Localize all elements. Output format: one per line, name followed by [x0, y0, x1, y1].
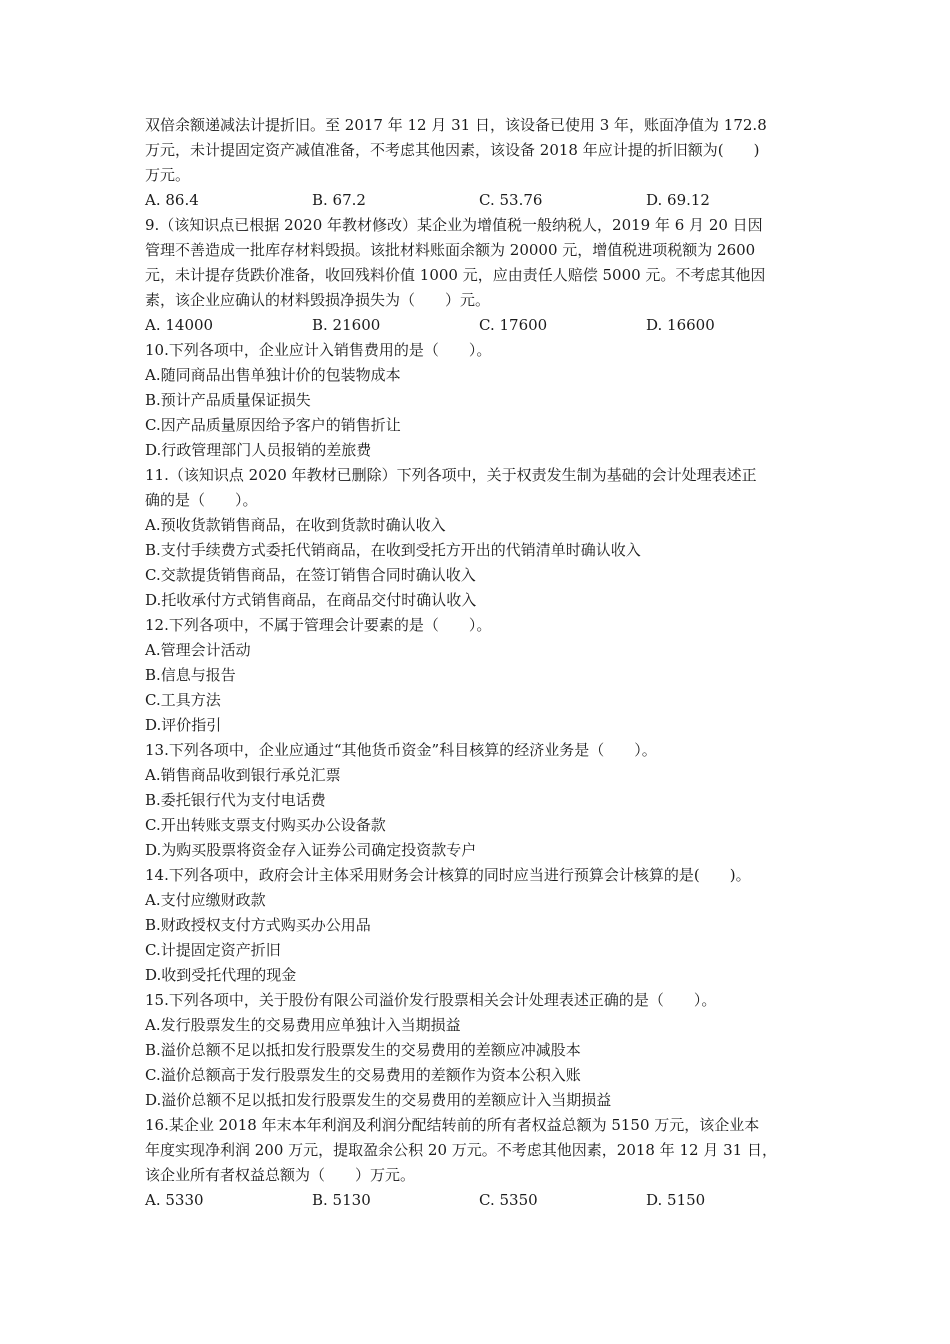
- option-a: A.支付应缴财政款: [145, 891, 266, 909]
- question-stem: 10.下列各项中，企业应计入销售费用的是（ ）。: [145, 341, 492, 359]
- option-b: B.预计产品质量保证损失: [145, 391, 311, 409]
- question-text-line: 万元，未计提固定资产减值准备，不考虑其他因素，该设备 2018 年应计提的折旧额为( ): [145, 141, 760, 159]
- option-b: B. 67.2: [312, 191, 366, 209]
- question-text-line: 16.某企业 2018 年末本年利润及利润分配结转前的所有者权益总额为 5150 万元，该企业本: [145, 1116, 760, 1134]
- option-d: D.为购买股票将资金存入证券公司确定投资款专户: [145, 841, 477, 859]
- option-b: B.信息与报告: [145, 666, 236, 684]
- answer-options-row: [145, 313, 815, 338]
- option-c: C.溢价总额高于发行股票发生的交易费用的差额作为资本公积入账: [145, 1066, 581, 1084]
- answer-options-row: [145, 1188, 815, 1213]
- question-stem: 12.下列各项中，不属于管理会计要素的是（ ）。: [145, 616, 492, 634]
- option-a: A. 14000: [145, 316, 214, 334]
- question-8-tail: [145, 113, 815, 213]
- question-text-line: 元，未计提存货跌价准备，收回残料价值 1000 元，应由责任人赔偿 5000 元。不考虑其他因: [145, 266, 766, 284]
- option-d: D. 16600: [646, 316, 715, 334]
- option-a: A.销售商品收到银行承兑汇票: [145, 766, 341, 784]
- option-d: D.评价指引: [145, 716, 222, 734]
- option-c: C. 17600: [479, 316, 548, 334]
- option-d: D.行政管理部门人员报销的差旅费: [145, 441, 372, 459]
- option-a: A.随同商品出售单独计价的包装物成本: [145, 366, 401, 384]
- option-d: D. 5150: [646, 1191, 706, 1209]
- question-stem: 13.下列各项中，企业应通过“其他货币资金”科目核算的经济业务是（ ）。: [145, 741, 657, 759]
- option-c: C.开出转账支票支付购买办公设备款: [145, 816, 386, 834]
- question-stem: 14.下列各项中，政府会计主体采用财务会计核算的同时应当进行预算会计核算的是( )。: [145, 866, 751, 884]
- option-a: A.发行股票发生的交易费用应单独计入当期损益: [145, 1016, 461, 1034]
- option-c: C. 53.76: [479, 191, 543, 209]
- question-text-line: 该企业所有者权益总额为（ ）万元。: [145, 1166, 416, 1184]
- question-9: [145, 213, 815, 338]
- option-a: A.管理会计活动: [145, 641, 251, 659]
- question-14: [145, 863, 815, 988]
- question-10: [145, 338, 815, 463]
- question-text-line: 年度实现净利润 200 万元，提取盈余公积 20 万元。不考虑其他因素，2018 年 12 月 31 日，: [145, 1141, 777, 1159]
- question-text-line: 双倍余额递减法计提折旧。至 2017 年 12 月 31 日，该设备已使用 3 年，账面净值为 172.8: [145, 116, 767, 134]
- option-c: C.交款提货销售商品，在签订销售合同时确认收入: [145, 566, 476, 584]
- option-d: D.收到受托代理的现金: [145, 966, 297, 984]
- question-12: [145, 613, 815, 738]
- option-c: C.工具方法: [145, 691, 221, 709]
- option-b: B.财政授权支付方式购买办公用品: [145, 916, 371, 934]
- question-text-line: 管理不善造成一批库存材料毁损。该批材料账面余额为 20000 元，增值税进项税额为 2600: [145, 241, 756, 259]
- option-c: C.因产品质量原因给予客户的销售折让: [145, 416, 401, 434]
- option-d: D.溢价总额不足以抵扣发行股票发生的交易费用的差额应计入当期损益: [145, 1091, 612, 1109]
- option-b: B.支付手续费方式委托代销商品，在收到受托方开出的代销清单时确认收入: [145, 541, 641, 559]
- option-b: B.溢价总额不足以抵扣发行股票发生的交易费用的差额应冲减股本: [145, 1041, 581, 1059]
- option-d: D.托收承付方式销售商品，在商品交付时确认收入: [145, 591, 477, 609]
- exam-page: [145, 113, 815, 1213]
- question-15: [145, 988, 815, 1113]
- question-text-line: 确的是（ ）。: [145, 491, 258, 509]
- option-d: D. 69.12: [646, 191, 710, 209]
- question-text-line: 9.（该知识点已根据 2020 年教材修改）某企业为增值税一般纳税人，2019 年 6 月 20 日因: [145, 216, 763, 234]
- option-a: A.预收货款销售商品，在收到货款时确认收入: [145, 516, 446, 534]
- question-text-line: 素，该企业应确认的材料毁损净损失为（ ）元。: [145, 291, 491, 309]
- question-text-line: 11.（该知识点 2020 年教材已删除）下列各项中，关于权责发生制为基础的会计处理表述正: [145, 466, 757, 484]
- question-stem: 15.下列各项中，关于股份有限公司溢价发行股票相关会计处理表述正确的是（ ）。: [145, 991, 717, 1009]
- option-a: A. 86.4: [145, 191, 199, 209]
- question-text-line: 万元。: [145, 166, 191, 184]
- option-c: C. 5350: [479, 1191, 538, 1209]
- option-b: B. 5130: [312, 1191, 371, 1209]
- question-11: [145, 463, 815, 613]
- option-a: A. 5330: [145, 1191, 204, 1209]
- question-16: [145, 1113, 815, 1213]
- option-b: B.委托银行代为支付电话费: [145, 791, 326, 809]
- option-c: C.计提固定资产折旧: [145, 941, 281, 959]
- question-13: [145, 738, 815, 863]
- answer-options-row: [145, 188, 815, 213]
- option-b: B. 21600: [312, 316, 381, 334]
